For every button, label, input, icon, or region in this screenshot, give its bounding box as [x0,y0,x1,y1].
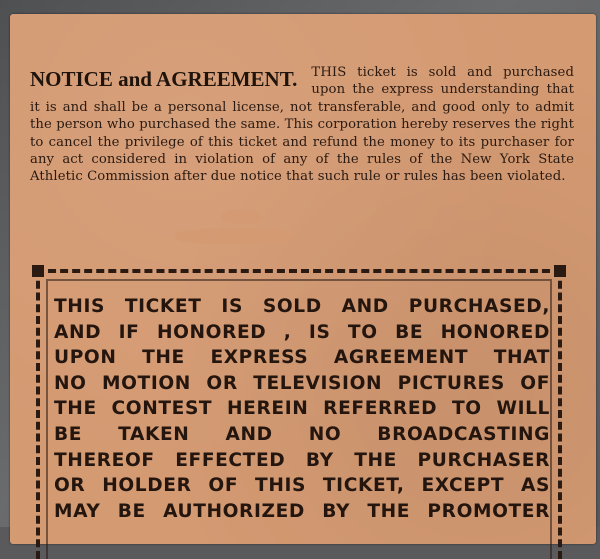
agreement-line: NO MOTION OR TELEVISION PICTURES OF [54,372,550,394]
border-corner [554,265,566,277]
notice-heading: NOTICE and AGREEMENT. [30,67,298,91]
agreement-line: THE CONTEST HEREIN REFERRED TO WILL [54,398,550,420]
agreement-line: MAY BE AUTHORIZED BY THE PROMOTER [54,500,550,522]
notice-body: THIS ticket is sold and purchased upon the express understanding that it is and shall be a personal license, not transferable, and good only to admit the person who purchased the same. This corporation hereby reserves the right to cancel the privilege of this ticket and refund the money to its purchaser for any act considered in violation of any of the rules of the New York State Athletic Commission after due notice that such rule or rules has been violated. [30,65,574,185]
worn-patch [222,210,262,224]
agreement-line: THIS TICKET IS SOLD AND PURCHASED, [54,296,550,317]
agreement-line: BE TAKEN AND NO BROADCASTING [54,423,550,445]
agreement-line: THEREOF EFFECTED BY THE PURCHASER [54,449,550,471]
agreement-line: UPON THE EXPRESS AGREEMENT THAT [54,347,550,369]
ticket-card [10,14,596,544]
notice-paragraph [30,64,574,186]
border-corner [32,265,44,277]
worn-patch [175,228,295,244]
agreement-line: OR HOLDER OF THIS TICKET, EXCEPT AS [54,475,550,497]
agreement-text [54,294,550,524]
agreement-line: AND IF HONORED , IS TO BE HONORED [54,321,550,343]
